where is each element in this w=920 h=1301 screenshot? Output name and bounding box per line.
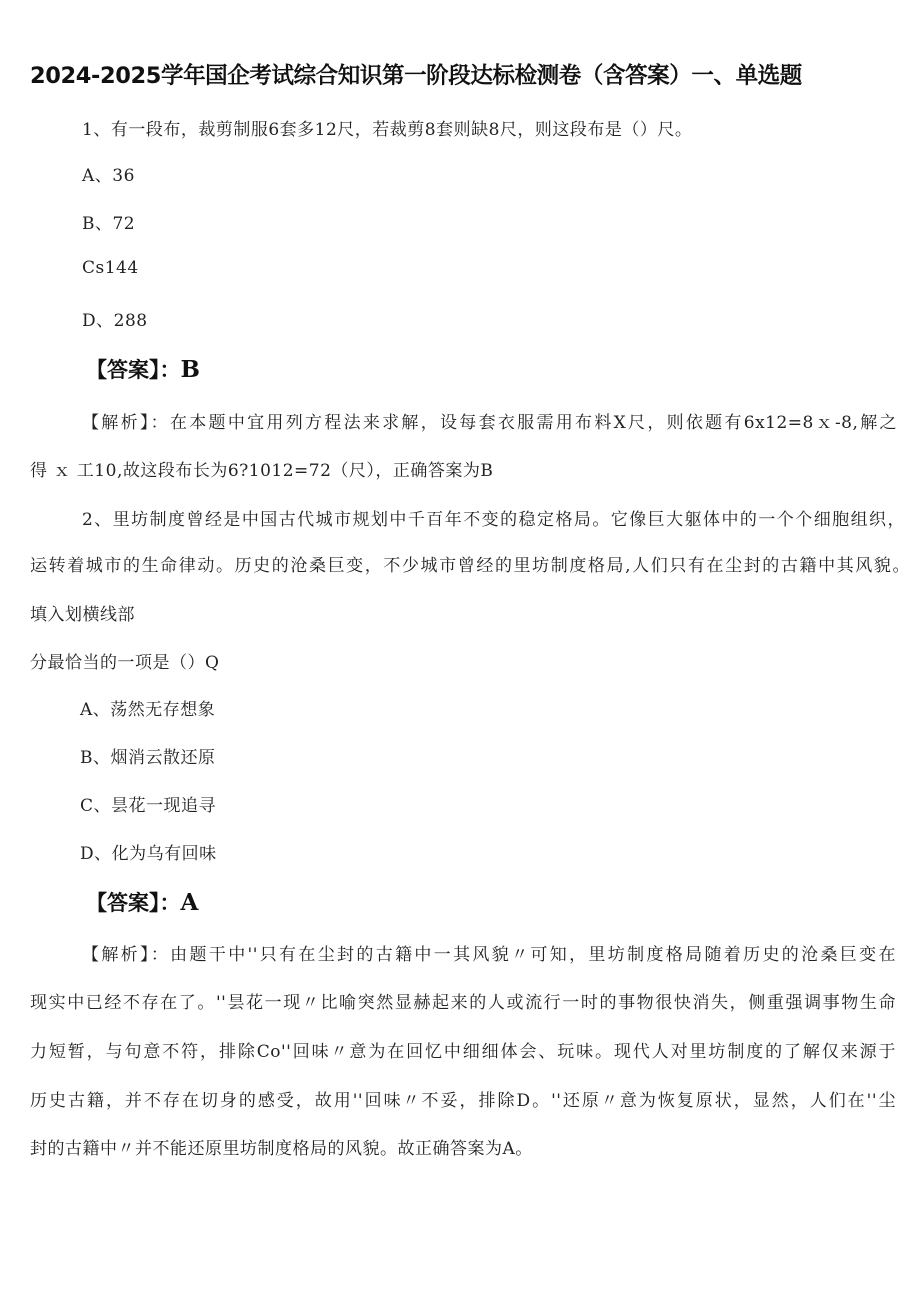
answer-label: 【答案】： xyxy=(86,891,181,915)
question-1-analysis-line-1: 【解析】：在本题中宜用列方程法来求解，设每套衣服需用布料X尺，则依题有6x12=8ｘ-8,解之 xyxy=(82,413,897,433)
answer-letter: B xyxy=(180,356,200,383)
question-2-analysis-line-4: 历史古籍，并不存在切身的感受，故用''回味〃不妥，排除D。''还原〃意为恢复原状，显然，人们在''尘 xyxy=(30,1091,896,1111)
document-title: 2024-2025学年国企考试综合知识第一阶段达标检测卷（含答案）一、单选题 xyxy=(30,63,802,89)
question-1-option-c: Cs144 xyxy=(82,258,139,278)
question-2-stem-line-2: 运转着城市的生命律动。历史的沧桑巨变，不少城市曾经的里坊制度格局,人们只有在尘封的古籍中其风貌。 xyxy=(30,556,910,576)
question-2-option-a: A、荡然无存想象 xyxy=(80,700,216,720)
question-2-option-d: D、化为乌有回味 xyxy=(80,844,217,864)
question-2-analysis-line-2: 现实中已经不存在了。''昙花一现〃比喻突然显赫起来的人或流行一时的事物很快消失，侧重强调事物生命 xyxy=(30,993,896,1013)
answer-label: 【答案】： xyxy=(86,358,181,382)
question-2-analysis-line-5: 封的古籍中〃并不能还原里坊制度格局的风貌。故正确答案为A。 xyxy=(30,1139,533,1159)
answer-letter: A xyxy=(180,889,199,916)
question-2-option-b: B、烟消云散还原 xyxy=(80,748,216,768)
question-2-stem-line-4: 分最恰当的一项是（）Q xyxy=(30,653,220,673)
question-1-option-a: A、36 xyxy=(82,166,135,186)
question-1-analysis-line-2: 得 ｘ 工10,故这段布长为6?1012=72（尺），正确答案为B xyxy=(30,461,494,481)
question-2-analysis-line-1: 【解析】：由题干中''只有在尘封的古籍中一其风貌〃可知，里坊制度格局随着历史的沧桑巨变在 xyxy=(82,945,896,965)
question-1-answer xyxy=(86,354,200,384)
question-2-stem-line-3: 填入划横线部 xyxy=(30,605,135,625)
question-1-option-b: B、72 xyxy=(82,214,136,234)
question-2-option-c: C、昙花一现追寻 xyxy=(80,796,217,816)
question-2-answer xyxy=(86,887,198,917)
question-1-option-d: D、288 xyxy=(82,311,148,331)
question-2-stem-line-1: 2、里坊制度曾经是中国古代城市规划中千百年不变的稳定格局。它像巨大躯体中的一个个细胞组织， xyxy=(82,510,905,530)
question-1-stem: 1、有一段布，裁剪制服6套多12尺，若裁剪8套则缺8尺，则这段布是（）尺。 xyxy=(82,120,693,140)
question-2-analysis-line-3: 力短暂，与句意不符，排除Co''回味〃意为在回忆中细细体会、玩味。现代人对里坊制度的了解仅来源于 xyxy=(30,1042,896,1062)
